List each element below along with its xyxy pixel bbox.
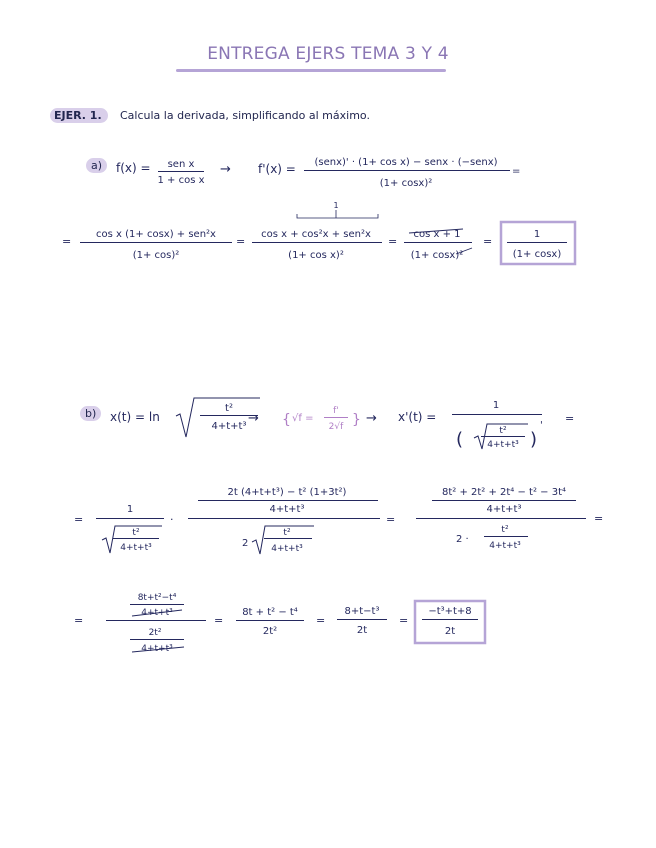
a-s1-den: (1+ cos)² [132,250,180,261]
exercise-statement: Calcula la derivada, simplificando al máximo. [120,109,370,122]
b-r3b-num: 8t + t² − t⁴ [242,607,298,618]
b-r2c-num-den: 4+t+t³ [486,504,522,515]
b-rule-den: 2√f [328,422,344,432]
part-b-label: b) [80,406,101,421]
b-eq-4: = [594,512,604,525]
a-s1-num: cos x (1+ cosx) + sen²x [96,229,216,240]
a-f-num: sen x [167,159,195,170]
a-fp-num: (senx)' · (1+ cos x) − senx · (−senx) [314,157,498,168]
b-r3a-bar [106,620,206,621]
b-xp-rad-num: t² [499,426,507,436]
b-r2a-bar [96,518,164,519]
a-s3-bar [404,242,472,243]
b-r3b-bar [236,620,304,621]
a-s2-den: (1+ cos x)² [288,250,344,261]
b-r3a-num-bar [130,604,184,605]
b-r3a-den-den: 4+t+t³ [141,644,173,654]
b-eq-5: = [74,614,84,627]
b-r3c-den: 2t [356,625,368,636]
b-rule-open: { [282,412,291,428]
b-r2b-num-bar [198,500,378,501]
b-r3b-den: 2t² [262,626,278,637]
a-result-bar [507,242,567,243]
b-rule-lhs: √f = [292,413,314,424]
a-result-den: (1+ cosx) [512,249,562,260]
document-title: ENTREGA EJERS TEMA 3 Y 4 [207,44,449,64]
b-dot: · [170,513,174,526]
part-b [74,400,603,654]
a-fp-bar [304,170,510,171]
b-eq-3: = [386,513,396,526]
b-r2b-den-rad-bar [264,538,312,539]
b-xp-rad-den: 4+t+t³ [487,440,519,450]
b-r3a-den-num: 2t² [148,628,162,638]
b-r2b-den-coef: 2 [242,538,249,549]
b-rule-close: } [352,412,361,428]
exercise-label: EJER. 1. [50,108,108,123]
b-r2c-den-num: t² [501,525,509,535]
a-eq-1: = [62,235,72,248]
b-r2a-num: 1 [126,504,134,515]
b-result-bar [422,619,478,620]
a-s2-bar [252,242,382,243]
a-fp-lhs: f'(x) = [258,162,296,176]
b-r2b-bar [188,518,380,519]
b-r2c-den-bar [484,536,528,537]
b-r3c-bar [337,619,387,620]
b-x-rad-num: t² [225,403,233,414]
b-xp-paren-open: ( [456,429,464,450]
b-r2a-rad-bar [113,538,159,539]
b-xp-prime: ' [540,420,543,431]
b-r2c-bar [416,518,586,519]
b-rule-bar [324,417,348,418]
b-xp-bar [452,414,542,415]
b-result-den: 2t [444,626,456,637]
b-x-lhs: x(t) = ln [110,410,160,424]
b-r2c-num-num: 8t² + 2t² + 2t⁴ − t² − 3t⁴ [441,487,567,498]
b-x-rad-den: 4+t+t³ [211,421,247,432]
part-a-label: a) [86,158,107,173]
b-xp-paren-close: ) [530,429,538,450]
b-r2b-num-num: 2t (4+t+t³) − t² (1+3t²) [227,487,347,498]
a-f-bar [158,171,204,172]
b-r3a-num-den: 4+t+t³ [141,608,173,618]
a-f-den: 1 + cos x [157,175,205,186]
part-a [62,157,567,261]
b-arrow-1: → [248,411,259,426]
a-arrow: → [220,162,231,177]
b-eq-1: = [565,412,575,425]
b-r2c-num-bar [432,500,576,501]
b-xp-num: 1 [492,400,500,411]
b-rule-num: f' [333,406,339,416]
b-r2b-num-den: 4+t+t³ [269,504,305,515]
a-s2-note: 1 [333,201,339,210]
b-xp-lhs: x'(t) = [398,410,437,424]
b-r2b-den-rad-num: t² [283,528,291,538]
b-eq-2: = [74,513,84,526]
a-eq-2: = [236,235,246,248]
b-r3c-num: 8+t−t³ [344,606,380,617]
a-result-num: 1 [533,229,541,240]
b-r2c-den-coef: 2 · [456,534,469,545]
a-s1-bar [80,242,232,243]
a-s2-num: cos x + cos²x + sen²x [261,229,371,240]
b-r2b-den-rad-den: 4+t+t³ [271,544,303,554]
b-r2a-rad-den: 4+t+t³ [120,543,152,553]
b-result-num: −t³+t+8 [428,606,472,617]
b-eq-7: = [316,614,326,627]
a-s3-den: (1+ cosx)² [410,250,464,261]
b-r2c-den-den: 4+t+t³ [489,541,521,551]
a-brace [297,214,378,218]
b-eq-8: = [399,614,409,627]
b-eq-6: = [214,614,224,627]
a-fp-den: (1+ cosx)² [379,178,433,189]
a-s3-num: cos x + 1 [413,229,461,240]
a-fp-eq: = [512,166,521,177]
b-r3a-den-bar [130,639,184,640]
b-xp-rad-bar [481,436,525,437]
b-r2a-rad-num: t² [132,528,140,538]
a-f-lhs: f(x) = [116,161,151,175]
b-r3a-num-num: 8t+t²−t⁴ [137,593,177,603]
a-eq-3: = [388,235,398,248]
b-arrow-2: → [366,411,377,426]
a-eq-4: = [483,235,493,248]
